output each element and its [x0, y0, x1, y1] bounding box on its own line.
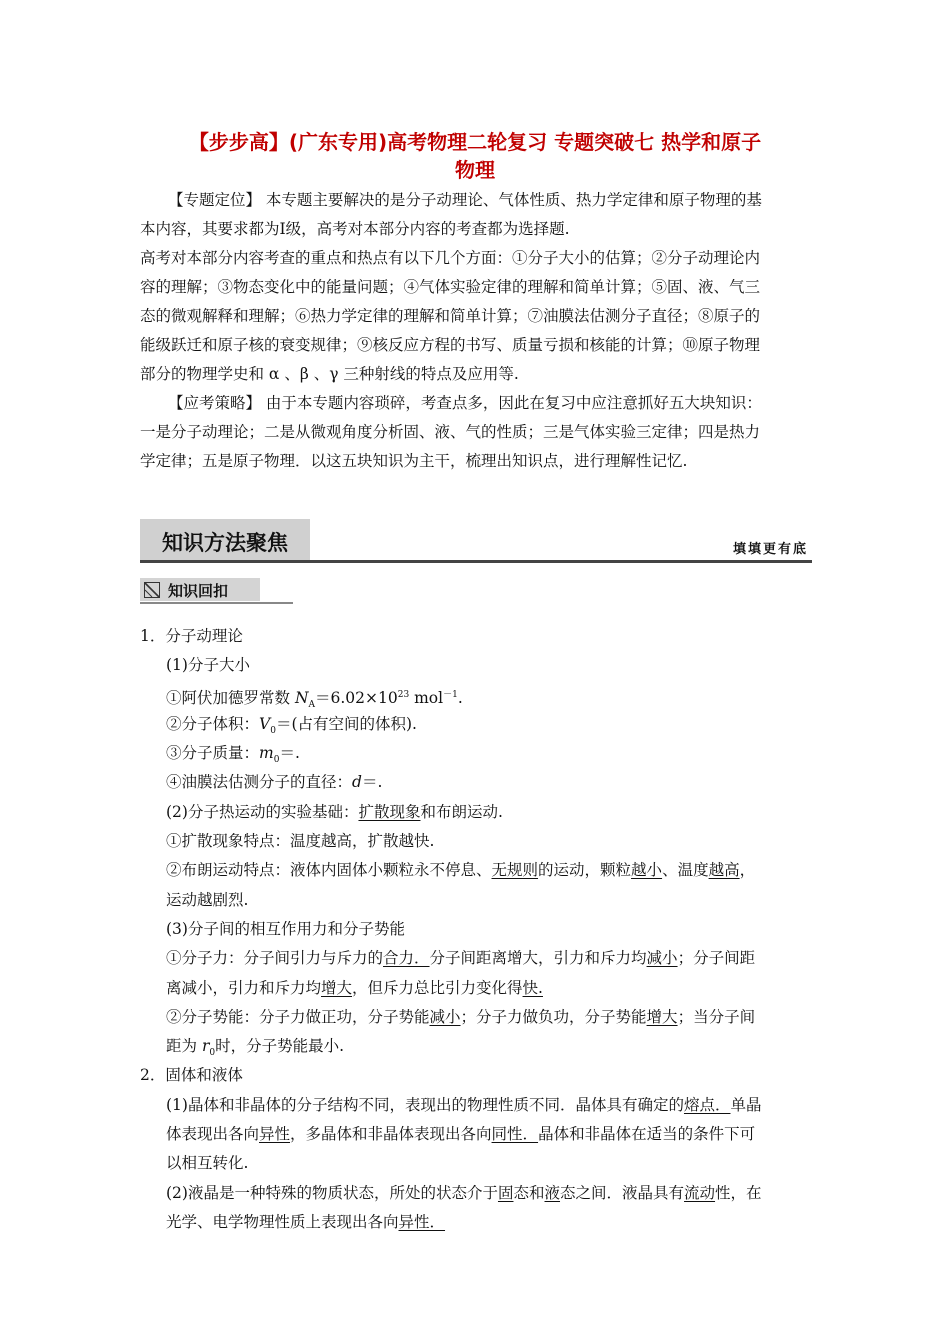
text: 态和 [513, 1183, 545, 1202]
text: ；分子力做负功，分子势能 [460, 1007, 647, 1026]
blank-answer: 增大 [646, 1007, 678, 1026]
text: 分子间距离增大，引力和斥力均 [429, 949, 647, 968]
title-line-2: 物理 [455, 158, 495, 182]
text: 距为 [166, 1037, 202, 1056]
text: 离减小，引力和斥力均 [166, 978, 322, 997]
text: ①阿伏加德罗常数 [166, 688, 295, 707]
section-slogan: 填填更有底 [732, 542, 808, 557]
text: 态之间．液晶具有 [560, 1183, 685, 1202]
text: 晶体和非晶体在适当的条件下可 [538, 1125, 756, 1144]
list-item [140, 739, 812, 768]
blank-answer: 越小 [631, 861, 663, 880]
text: 以相互转化. [166, 1154, 249, 1173]
text: ②分子势能：分子力做正功，分子势能 [166, 1007, 430, 1026]
blank-answer: 液 [544, 1183, 561, 1202]
text: ， [739, 861, 756, 880]
text-line: 一是分子动理论；二是从微观角度分析固、液、气的性质；三是气体实验三定律；四是热力 [140, 423, 761, 441]
list-item [140, 944, 812, 973]
text: ①分子力：分子间引力与斥力的 [166, 949, 384, 968]
knowledge-review-content [140, 622, 812, 1237]
blank-answer: 越高 [708, 861, 740, 880]
text: ＝(占有空间的体积). [275, 714, 417, 733]
text: ＝. [361, 773, 383, 792]
blank-answer: 固 [497, 1183, 514, 1202]
blank-answer: 同性． [491, 1125, 539, 1144]
text-line: 本内容，其要求都为Ⅰ级，高考对本部分内容的考查都为选择题. [140, 220, 570, 238]
blank-answer: 增大 [321, 978, 353, 997]
subsection-title: 知识回扣 [168, 582, 229, 600]
text: ，多晶体和非晶体表现出各向 [290, 1125, 492, 1144]
text: 运动越剧烈. [166, 890, 249, 909]
list-item [140, 1179, 812, 1208]
text-line: 能级跃迁和原子核的衰变规律；⑨核反应方程的书写、质量亏损和核能的计算；⑩原子物理 [140, 336, 761, 354]
text: mol [409, 688, 444, 707]
superscript: －1 [443, 689, 458, 700]
text: ＝6.02×10 [315, 688, 398, 707]
list-item [140, 768, 812, 797]
list-item [140, 651, 812, 680]
text: 、温度 [662, 861, 709, 880]
blank-answer: 快. [522, 978, 543, 997]
subscript: 0 [209, 1048, 216, 1059]
text: ④油膜法估测分子的直径： [166, 773, 353, 792]
title-line-1: 【步步高】(广东专用)高考物理二轮复习 专题突破七 热学和原子 [188, 130, 762, 154]
list-item-continuation [140, 1120, 812, 1149]
list-item [140, 856, 812, 885]
text: ；分子间距 [677, 949, 756, 968]
text: (1)晶体和非晶体的分子结构不同，表现出的物理性质不同．晶体具有确定的 [166, 1095, 684, 1114]
blank-answer: 异性 [259, 1125, 291, 1144]
list-item [140, 1091, 812, 1120]
text: ①扩散现象特点：温度越高，扩散越快. [166, 832, 435, 851]
symbol: N [294, 688, 309, 707]
text: (3)分子间的相互作用力和分子势能 [166, 919, 405, 938]
list-item-continuation [140, 1032, 812, 1061]
section-rule [140, 560, 812, 563]
symbol: d [352, 773, 362, 792]
text: 1．分子动理论 [140, 627, 243, 645]
section-title: 知识方法聚焦 [162, 531, 288, 555]
text-line: 【专题定位】 本专题主要解决的是分子动理论、气体性质、热力学定律和原子物理的基 [168, 191, 762, 209]
text: (2)分子热运动的实验基础： [166, 802, 359, 821]
text: 和布朗运动. [420, 802, 503, 821]
list-item-heading [140, 1061, 812, 1090]
topic-positioning-paragraph [140, 186, 812, 389]
text: 性，在 [715, 1183, 762, 1202]
text: ②分子体积： [166, 714, 260, 733]
text-line: 容的理解；③物态变化中的能量问题；④气体实验定律的理解和简单计算；⑤固、液、气三 [140, 278, 761, 296]
text: . [457, 688, 463, 707]
list-item [140, 915, 812, 944]
list-item [140, 1003, 812, 1032]
text: (1)分子大小 [166, 656, 250, 675]
list-item [140, 681, 812, 710]
text: 时，分子势能最小. [215, 1037, 345, 1056]
text: 的运动，颗粒 [538, 861, 632, 880]
subsection-header [140, 578, 293, 604]
symbol: r [201, 1037, 210, 1056]
list-item [140, 710, 812, 739]
blank-answer: 减小 [646, 949, 678, 968]
text: 光学、电学物理性质上表现出各向 [166, 1212, 399, 1231]
document-title [120, 128, 830, 184]
exam-strategy-paragraph [140, 389, 812, 476]
text: ＝. [279, 744, 300, 763]
text-line: 学定律；五是原子物理．以这五块知识为主干，梳理出知识点，进行理解性记忆. [140, 452, 688, 470]
text: ；当分子间 [677, 1007, 756, 1026]
list-item-continuation [140, 974, 812, 1003]
section-header [140, 519, 812, 563]
list-item [140, 827, 812, 856]
list-item [140, 798, 812, 827]
text: 单晶 [730, 1095, 762, 1114]
blank-answer: 流动 [684, 1183, 716, 1202]
superscript: 23 [397, 689, 410, 700]
symbol: V [259, 714, 271, 733]
blank-answer: 扩散现象 [358, 802, 421, 821]
diagonal-hatch-icon [144, 582, 160, 598]
text: ，但斥力总比引力变化得 [352, 978, 523, 997]
text: ②布朗运动特点：液体内固体小颗粒永不停息、 [166, 861, 492, 880]
text-line: 部分的物理学史和 α 、β 、γ 三种射线的特点及应用等. [140, 365, 519, 383]
symbol: m [259, 744, 274, 763]
text-line: 态的微观解释和理解；⑥热力学定律的理解和简单计算；⑦油膜法估测分子直径；⑧原子的 [140, 307, 761, 325]
text-line: 高考对本部分内容考查的重点和热点有以下几个方面：①分子大小的估算；②分子动理论内 [140, 249, 761, 267]
text: 体表现出各向 [166, 1125, 260, 1144]
list-item-continuation [140, 1149, 812, 1178]
text: (2)液晶是一种特殊的物质状态，所处的状态介于 [166, 1183, 498, 1202]
text-line: 【应考策略】 由于本专题内容琐碎，考查点多，因此在复习中应注意抓好五大块知识： [168, 394, 762, 412]
blank-answer: 减小 [429, 1007, 461, 1026]
subsection-underline [140, 602, 293, 604]
blank-answer: 合力． [383, 949, 430, 968]
text: ③分子质量： [166, 744, 260, 763]
blank-answer: 异性． [398, 1212, 446, 1231]
list-item-continuation [140, 886, 812, 915]
subscript: 0 [273, 755, 280, 766]
text: 2．固体和液体 [140, 1066, 243, 1085]
subscript: A [308, 699, 315, 710]
list-item-heading [140, 622, 812, 651]
subscript: 0 [270, 725, 276, 736]
blank-answer: 熔点． [683, 1095, 731, 1114]
list-item-continuation [140, 1208, 812, 1237]
blank-answer: 无规则 [491, 861, 539, 880]
